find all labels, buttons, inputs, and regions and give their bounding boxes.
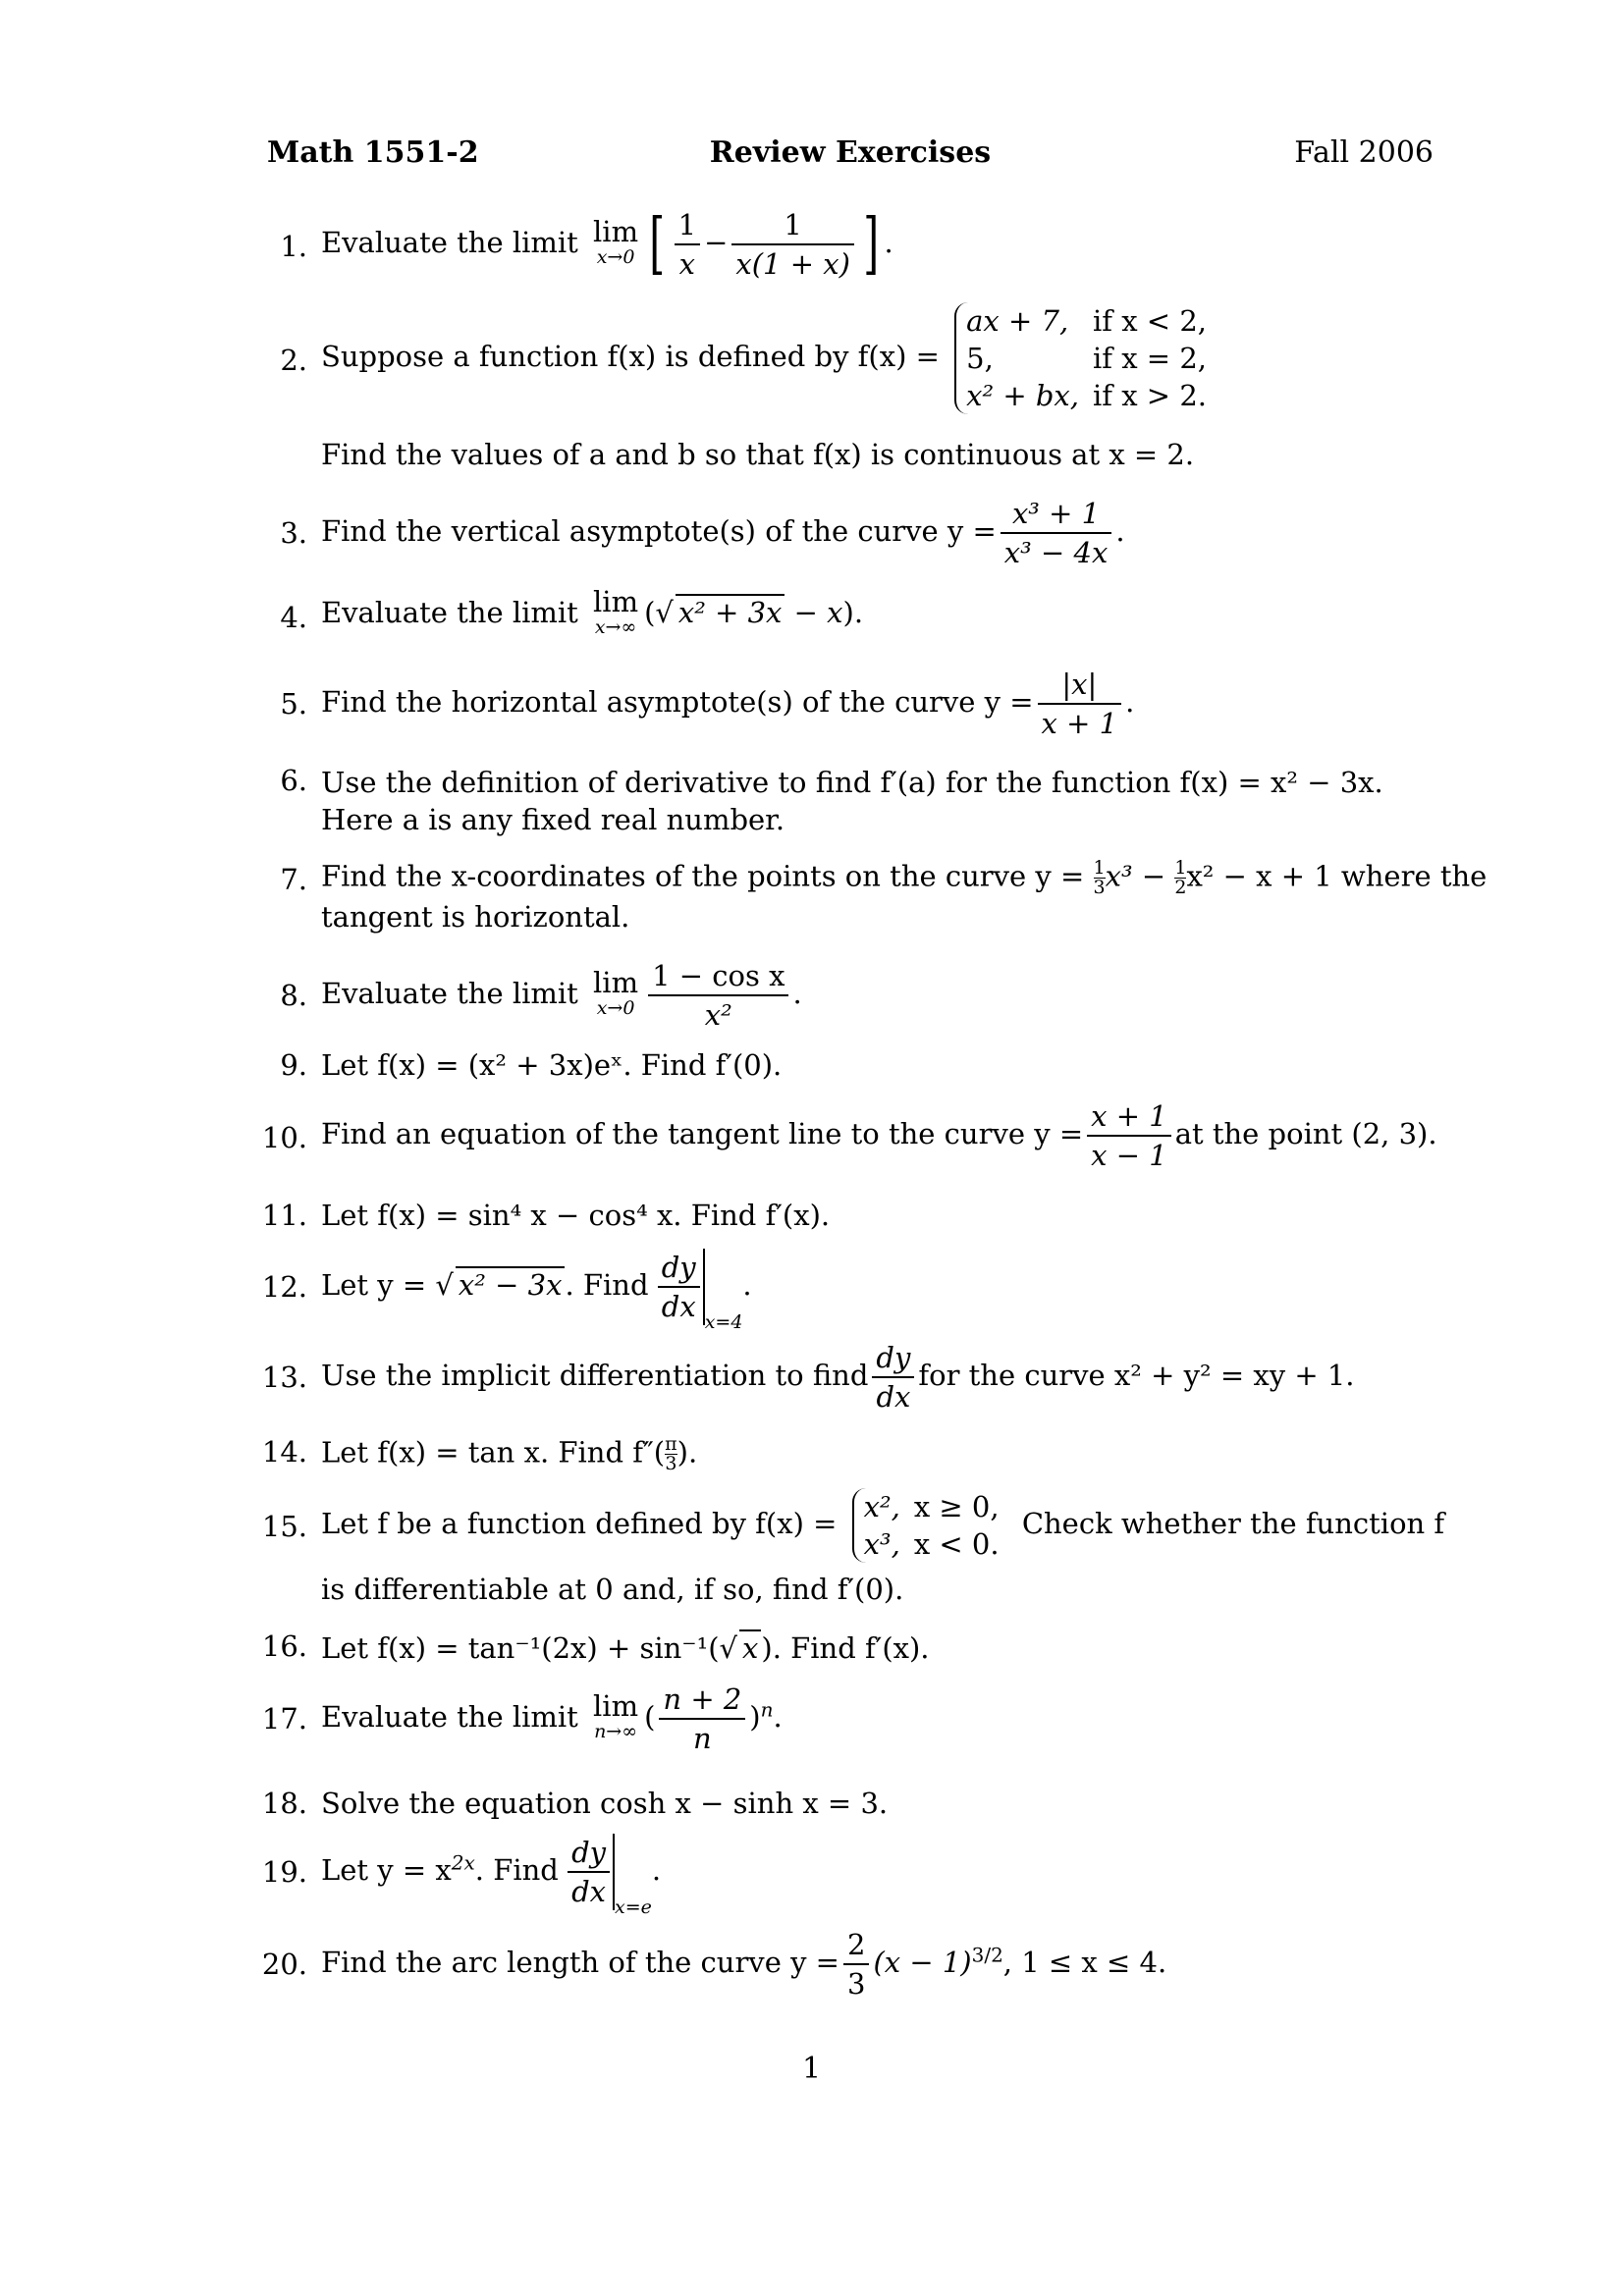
fraction: $\frac{2}{3}$ [843, 1926, 869, 2002]
exercise-body: Evaluate the limit lim x→∞ (√ x² + 3x − x). [321, 585, 864, 638]
evaluated-derivative: $\frac{dy}{dx}$ [568, 1834, 615, 1910]
exercise-body: Solve the equation cosh x − sinh x = 3. [321, 1787, 889, 1820]
fraction: $\frac{n + 2}{n}$ [659, 1681, 745, 1757]
fraction: $\frac{|x|}{x + 1}$ [1038, 666, 1122, 742]
exercise-continuation: is differentiable at 0 and, if so, find f′(0). [321, 1573, 904, 1606]
exercise-body: Suppose a function f(x) is defined by f(x) = ax + 7, if x < 2, 5, if x = 2, x² + bx, if x > 2. [321, 302, 1434, 414]
square-root: x [739, 1629, 761, 1665]
exercise-number: 1. [280, 230, 307, 263]
evaluated-derivative: $\frac{dy}{dx}$ [658, 1249, 705, 1325]
exercise-body: Let f(x) = (x² + 3x)eˣ. Find f′(0). [321, 1048, 783, 1082]
piecewise-cases: ax + 7, if x < 2, 5, if x = 2, x² + bx, if x > 2. [954, 302, 1220, 414]
exercise-body: Let $y = x^{2x}$. Find $\frac{dy}{dx}$ x=e. [321, 1836, 662, 1918]
fraction: $\frac{x + 1}{x - 1}$ [1087, 1097, 1171, 1174]
square-root: x² + 3x [676, 594, 785, 629]
exercise-number: 20. [261, 1948, 307, 1981]
fraction: $\frac{1}{3}$ [1093, 857, 1106, 898]
exercise-body: Let f(x) = tan x. Find f″( $\frac{\pi}{3}$ ). [321, 1433, 698, 1474]
exercise-continuation: Find the values of a and b so that f(x) is continuous at x = 2. [321, 438, 1195, 471]
exercise-number: 10. [261, 1121, 307, 1154]
exercise-number: 9. [280, 1048, 307, 1082]
exercise-body: Find the x-coordinates of the points on the curve y = $\frac{1}{3}$ x³ − $\frac{1}{2}$ x² − x + 1 where the [321, 857, 1488, 898]
exercise-continuation: tangent is horizontal. [321, 900, 630, 934]
exercise-body: Find the arc length of the curve y = $\frac{2}{3}$ $(x - 1)^{3/2}$, 1 ≤ x ≤ 4. [321, 1928, 1167, 2001]
exercise-body: Let f(x) = tan⁻¹(2x) + sin⁻¹(√ x ). Find f′(x). [321, 1631, 930, 1665]
piecewise-cases: x², x ≥ 0, x³, x < 0. [852, 1488, 1013, 1563]
exercise-body: Let y = √ x² − 3x . Find $\frac{dy}{dx}$ x=4. [321, 1251, 752, 1333]
exercise-number: 5. [280, 687, 307, 721]
exercise-body: Find the vertical asymptote(s) of the curve y = $\frac{\text{x³ + 1}}{\text{x³ − 4x}}$ . [321, 497, 1125, 569]
exercise-number: 11. [261, 1199, 307, 1232]
exercise-number: 19. [261, 1855, 307, 1889]
exercise-number: 12. [261, 1270, 307, 1304]
exercise-number: 14. [261, 1435, 307, 1468]
fraction: $\frac{1}{x}$ [675, 206, 700, 283]
exercise-number: 17. [261, 1702, 307, 1735]
exercise-body: Let f(x) = sin⁴ x − cos⁴ x. Find f′(x). [321, 1199, 831, 1232]
fraction: $\frac{\text{x³ + 1}}{\text{x³ − 4x}}$ [1001, 495, 1112, 571]
page-number: 1 [801, 2052, 822, 2086]
fraction: $\frac{dy}{dx}$ [872, 1339, 914, 1415]
exercise-number: 15. [261, 1510, 307, 1543]
limit-operator: lim x→0 [593, 966, 639, 1019]
exercise-number: 6. [280, 764, 307, 797]
course-code: Math 1551-2 [267, 135, 479, 170]
exercise-number: 8. [280, 979, 307, 1012]
limit-operator: lim n→∞ [593, 1689, 639, 1742]
exercise-body: Let f be a function defined by f(x) = x², x ≥ 0, x³, x < 0. Check whether the function f [321, 1490, 1445, 1561]
exercise-number: 2. [280, 344, 307, 377]
document-title: Review Exercises [709, 135, 992, 170]
limit-operator: lim x→0 [593, 215, 639, 268]
exercise-number: 3. [280, 516, 307, 550]
limit-operator: lim x→∞ [593, 585, 639, 638]
square-root: x² − 3x [456, 1266, 566, 1302]
exercise-body: Evaluate the limit lim n→∞ ( $\frac{n + 2}{n}$ )$^n$. [321, 1682, 783, 1755]
fraction: $\frac{1}{x(1 + x)}$ [731, 206, 854, 283]
fraction: $\frac{\pi}{3}$ [665, 1433, 677, 1474]
exercise-number: 16. [261, 1629, 307, 1663]
page-header [267, 135, 1434, 175]
exercise-number: 4. [280, 601, 307, 634]
exercise-number: 13. [261, 1361, 307, 1394]
exercise-body: Use the implicit differentiation to find $\frac{dy}{dx}$ for the curve x² + y² = xy + 1. [321, 1341, 1355, 1414]
exercise-number: 18. [261, 1787, 307, 1820]
exercise-number: 7. [280, 863, 307, 896]
fraction: $\frac{\text{1 − cos x}}{\text{x²}}$ [648, 957, 788, 1034]
exercise-body: Use the definition of derivative to find f′(a) for the function f(x) = x² − 3x. Here a is any fixed real number. [321, 766, 1383, 836]
exercise-body: Find the horizontal asymptote(s) of the curve y = $\frac{|x|}{x + 1}$ . [321, 667, 1135, 740]
exercise-body: Find an equation of the tangent line to the curve y = $\frac{x + 1}{x - 1}$ at the point (2, 3). [321, 1099, 1437, 1172]
exercise-body: Evaluate the limit lim x→0 $\frac{\text{1 − cos x}}{\text{x²}}$ . [321, 959, 802, 1032]
fraction: $\frac{1}{2}$ [1174, 857, 1187, 898]
exercise-body: Evaluate the limit lim x→0 [ $\frac{1}{x}$ − $\frac{1}{x(1 + x)}$ ] . [321, 205, 893, 283]
term-label: Fall 2006 [1294, 135, 1434, 170]
